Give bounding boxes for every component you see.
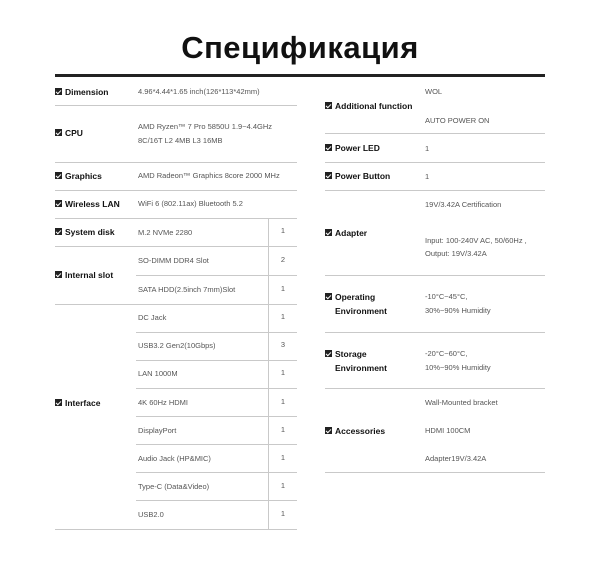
power-led-label: Power LED (325, 142, 380, 154)
checkbox-icon (325, 427, 332, 434)
operating-environment-value-line2: 30%~90% Humidity (425, 306, 491, 315)
interface-count: 1 (280, 368, 286, 377)
divider (325, 190, 545, 191)
interface-item: 4K 60Hz HDMI (138, 398, 189, 407)
interface-item: DC Jack (138, 313, 167, 322)
system-disk-count: 1 (280, 226, 286, 235)
additional-function-label: Additional function (325, 100, 412, 112)
system-disk-value: M.2 NVMe 2280 (138, 228, 193, 237)
title-divider (55, 74, 545, 77)
checkbox-icon (325, 229, 332, 236)
divider (136, 332, 297, 333)
checkbox-icon (55, 88, 62, 95)
dimension-value: 4.96*4.44*1.65 inch(126*113*42mm) (138, 87, 260, 96)
checkbox-icon (55, 200, 62, 207)
divider (136, 360, 297, 361)
divider (55, 529, 297, 530)
divider (136, 416, 297, 417)
divider (136, 275, 297, 276)
power-button-value: 1 (425, 172, 430, 181)
interface-count: 1 (280, 509, 286, 518)
storage-environment-label-line2: Environment (335, 363, 387, 373)
internal-slot-count: 1 (280, 284, 286, 293)
additional-function-value-line1: WOL (425, 87, 443, 96)
storage-environment-value-line1: -20°C~60°C, (425, 349, 468, 358)
interface-count: 1 (280, 453, 286, 462)
divider (55, 162, 297, 163)
divider (136, 388, 297, 389)
page-title: Спецификация (181, 30, 419, 65)
adapter-label: Adapter (325, 227, 367, 239)
operating-environment-value-line1: -10°C~45°C, (425, 292, 468, 301)
accessories-value-line1: Wall-Mounted bracket (425, 398, 498, 407)
storage-environment-label: Storage (325, 348, 367, 360)
divider (325, 472, 545, 473)
operating-environment-label: Operating (325, 291, 375, 303)
power-led-value: 1 (425, 144, 430, 153)
interface-count: 1 (280, 425, 286, 434)
divider (325, 332, 545, 333)
interface-item: USB3.2 Gen2(10Gbps) (138, 341, 216, 350)
dimension-label: Dimension (55, 86, 108, 98)
divider (325, 162, 545, 163)
internal-slot-item: SATA HDD(2.5inch 7mm)Slot (138, 285, 236, 294)
checkbox-icon (325, 144, 332, 151)
checkbox-icon (325, 293, 332, 300)
divider (136, 472, 297, 473)
wireless-label: Wireless LAN (55, 198, 120, 210)
additional-function-value-line2: AUTO POWER ON (425, 116, 490, 125)
operating-environment-label-line2: Environment (335, 306, 387, 316)
graphics-value: AMD Radeon™ Graphics 8core 2000 MHz (138, 171, 280, 180)
divider (325, 275, 545, 276)
internal-slot-count: 2 (280, 255, 286, 264)
divider (55, 246, 297, 247)
interface-count: 1 (280, 397, 286, 406)
checkbox-icon (325, 350, 332, 357)
internal-slot-item: SO-DIMM DDR4 Slot (138, 256, 209, 265)
internal-slot-label: Internal slot (55, 269, 113, 281)
divider (136, 500, 297, 501)
adapter-value-line1: 19V/3.42A Certification (425, 200, 502, 209)
storage-environment-value-line2: 10%~90% Humidity (425, 363, 491, 372)
cpu-value-line2: 8C/16T L2 4MB L3 16MB (138, 136, 223, 145)
interface-count: 1 (280, 312, 286, 321)
divider (55, 218, 297, 219)
interface-label: Interface (55, 397, 100, 409)
system-disk-label: System disk (55, 226, 115, 238)
checkbox-icon (55, 271, 62, 278)
checkbox-icon (325, 102, 332, 109)
adapter-value-line2: Input: 100-240V AC, 50/60Hz , (425, 236, 527, 245)
checkbox-icon (55, 228, 62, 235)
divider (55, 304, 297, 305)
interface-item: USB2.0 (138, 510, 164, 519)
divider (55, 105, 297, 106)
accessories-value-line3: Adapter19V/3.42A (425, 454, 487, 463)
wireless-value: WiFi 6 (802.11ax) Bluetooth 5.2 (138, 199, 243, 208)
checkbox-icon (55, 399, 62, 406)
interface-item: Audio Jack (HP&MIC) (138, 454, 211, 463)
interface-item: DisplayPort (138, 426, 177, 435)
interface-count: 3 (280, 340, 286, 349)
checkbox-icon (55, 129, 62, 136)
interface-count: 1 (280, 481, 286, 490)
cpu-label: CPU (55, 127, 83, 139)
divider (325, 388, 545, 389)
checkbox-icon (55, 172, 62, 179)
accessories-label: Accessories (325, 425, 385, 437)
checkbox-icon (325, 172, 332, 179)
cpu-value-line1: AMD Ryzen™ 7 Pro 5850U 1.9~4.4GHz (138, 122, 273, 131)
interface-item: LAN 1000M (138, 369, 178, 378)
graphics-label: Graphics (55, 170, 102, 182)
divider (136, 444, 297, 445)
adapter-value-line3: Output: 19V/3.42A (425, 249, 487, 258)
divider (325, 133, 545, 134)
accessories-value-line2: HDMI 100CM (425, 426, 471, 435)
interface-item: Type-C (Data&Video) (138, 482, 210, 491)
power-button-label: Power Button (325, 170, 390, 182)
divider (55, 190, 297, 191)
